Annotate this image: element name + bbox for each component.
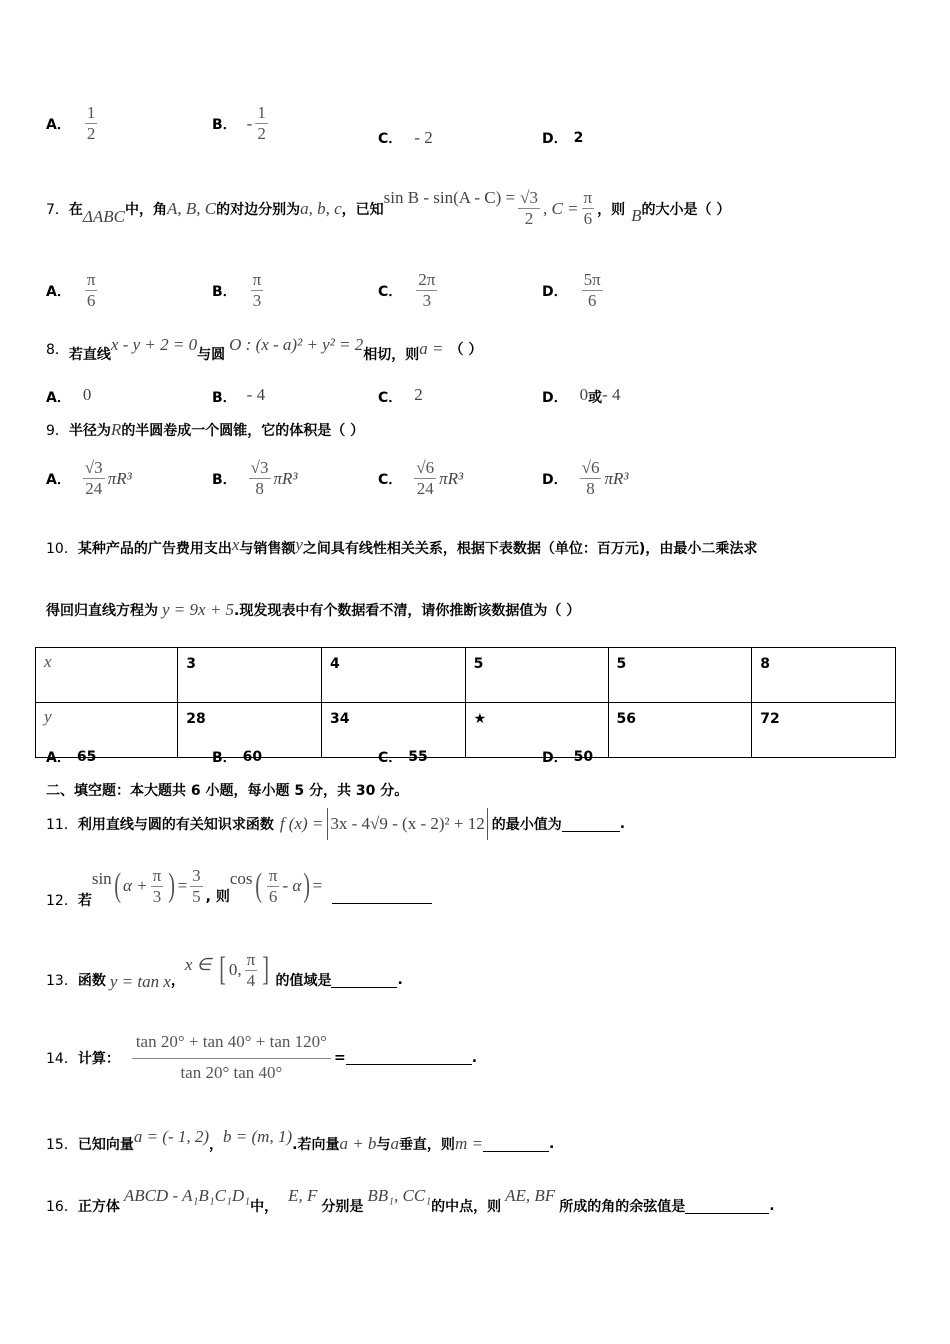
fraction: [85, 270, 98, 311]
q8-option-d[interactable]: [542, 387, 621, 407]
denominator: 24: [416, 479, 434, 498]
fraction: [83, 458, 105, 499]
text: 的值域是: [275, 973, 332, 989]
text: .: [548, 1136, 555, 1152]
answer-blank[interactable]: [483, 1137, 549, 1152]
numerator: √3: [520, 188, 538, 207]
text: 垂直，则: [398, 1137, 455, 1153]
text: 利用直线与圆的有关知识求函数: [77, 817, 274, 833]
numerator: √3: [84, 458, 103, 477]
denominator: 6: [587, 291, 597, 310]
table-cell: 28: [178, 703, 322, 758]
option-label: B．: [212, 116, 237, 133]
numerator: √6: [581, 458, 600, 477]
math: a + b: [339, 1134, 377, 1153]
text: ，: [209, 1137, 224, 1153]
q9-option-b[interactable]: [212, 458, 298, 499]
fraction: [251, 270, 264, 311]
q8-option-b[interactable]: [212, 387, 265, 407]
denominator: 3: [152, 886, 162, 906]
math: 0,: [228, 960, 242, 979]
text: 得回归直线方程为: [46, 603, 158, 619]
option-value: 2: [414, 385, 423, 404]
text: 或: [588, 390, 603, 406]
math: y = 9x + 5: [162, 600, 235, 619]
numerator: π: [86, 270, 96, 289]
text: ，则: [597, 201, 626, 218]
option-label: D．: [542, 131, 568, 147]
math: m =: [454, 1134, 483, 1153]
q7-option-a[interactable]: [46, 270, 100, 311]
math: x - y + 2 = 0: [110, 335, 198, 354]
math: x ∈: [184, 955, 212, 974]
text: .: [769, 1198, 775, 1214]
option-label: C．: [378, 131, 403, 147]
option-label: B．: [212, 750, 237, 766]
q7-option-c[interactable]: [378, 270, 440, 311]
q10-option-b[interactable]: [212, 747, 262, 767]
text: 中，: [250, 1199, 279, 1215]
numerator: 1: [86, 103, 96, 122]
q8-option-c[interactable]: [378, 387, 423, 407]
question-15: [46, 1120, 554, 1154]
numerator: π: [268, 865, 278, 885]
math: E, F: [288, 1186, 318, 1205]
fraction: [245, 950, 258, 991]
option-label: A．: [46, 471, 71, 488]
q6-option-d[interactable]: [542, 128, 583, 148]
question-11: [46, 808, 625, 840]
text: 与: [376, 1137, 391, 1153]
fraction: [582, 188, 595, 229]
numerator: 3: [192, 865, 201, 885]
option-value: - 2: [414, 128, 433, 147]
denominator: 2: [524, 209, 534, 228]
math: y = tan x: [109, 972, 171, 991]
text: 若直线: [68, 347, 111, 363]
option-value: - 4: [602, 385, 621, 404]
text: 已知向量: [77, 1137, 134, 1153]
table-cell: ★: [465, 703, 608, 758]
table-cell: 3: [178, 648, 322, 703]
denominator: tan 20° tan 40°: [180, 1063, 283, 1082]
answer-blank[interactable]: [685, 1199, 769, 1214]
fraction: [580, 458, 602, 499]
numerator: 2π: [418, 270, 436, 289]
math: R: [110, 420, 122, 439]
text: .: [397, 972, 403, 988]
fraction: [249, 458, 271, 499]
math: b = (m, 1): [223, 1127, 293, 1146]
question-10-line-2: [46, 600, 580, 620]
option-label: D．: [542, 390, 568, 406]
numerator: tan 20° + tan 40° + tan 120°: [132, 1032, 331, 1059]
table-cell: x: [36, 648, 178, 703]
text: =: [333, 1049, 346, 1066]
option-label: B．: [212, 471, 237, 488]
math: , C =: [542, 198, 579, 218]
q9-option-a[interactable]: [46, 458, 132, 499]
text: 若: [77, 893, 92, 909]
fraction: [132, 1032, 331, 1083]
numerator: π: [583, 188, 593, 207]
text: 分别是: [321, 1199, 364, 1215]
denominator: 2: [86, 124, 96, 143]
q10-option-c[interactable]: [378, 747, 428, 767]
q6-option-b[interactable]: [212, 103, 271, 144]
text: 计算：: [77, 1050, 120, 1067]
question-number: 8．: [46, 342, 69, 358]
option-label: C．: [378, 750, 403, 766]
math: - α: [282, 876, 302, 895]
math: =: [177, 876, 188, 895]
math-absolute: 3x - 4√9 - (x - 2)² + 12: [327, 808, 487, 840]
denominator: 8: [586, 479, 595, 498]
answer-blank[interactable]: [346, 1050, 472, 1065]
fraction: [582, 270, 603, 311]
text: 与圆: [197, 347, 226, 363]
denominator: 4: [246, 970, 256, 990]
table-row: [36, 703, 896, 758]
math: B: [631, 205, 642, 225]
text: 的半圆卷成一个圆锥，它的体积是（ ）: [121, 423, 365, 439]
question-8: [46, 334, 482, 364]
numerator: √3: [250, 458, 269, 477]
question-number: 9．: [46, 423, 69, 439]
sign: -: [246, 113, 253, 133]
table-cell: 34: [321, 703, 465, 758]
data-table: [35, 647, 896, 758]
math: πR³: [604, 468, 629, 488]
fraction: [85, 103, 98, 144]
question-16: [46, 1176, 775, 1216]
question-9: [46, 420, 364, 440]
text: 之间具有线性相关关系，根据下表数据（单位：百万元)，由最小二乘法求: [302, 541, 758, 557]
numerator: 5π: [583, 270, 601, 289]
option-value: 2: [573, 130, 584, 146]
q7-option-d[interactable]: [542, 270, 606, 311]
text: （ ）: [449, 342, 483, 358]
text: .: [619, 816, 626, 832]
q9-option-c[interactable]: [378, 458, 463, 499]
question-number: 10．: [46, 541, 78, 557]
denominator: 8: [255, 479, 264, 498]
fraction: [190, 866, 203, 907]
q6-option-c[interactable]: [378, 128, 433, 148]
fraction: [255, 103, 268, 144]
fraction: [414, 458, 436, 499]
text: 正方体: [77, 1199, 120, 1215]
option-value: 0: [82, 385, 92, 404]
math: α +: [123, 876, 148, 895]
numerator: π: [246, 949, 256, 969]
text: 半径为: [68, 423, 111, 439]
question-7: [46, 188, 730, 229]
option-label: D．: [542, 283, 568, 300]
paren: (: [113, 867, 121, 904]
option-value: - 4: [246, 385, 266, 404]
option-value: 55: [408, 749, 428, 765]
q10-option-d[interactable]: [542, 747, 593, 767]
question-number: 7．: [46, 201, 69, 218]
denominator: 24: [85, 479, 103, 498]
denominator: 6: [583, 209, 593, 228]
question-14: [46, 1032, 477, 1083]
q6-option-a[interactable]: [46, 103, 100, 144]
text: ，: [170, 973, 185, 989]
math: A, B, C: [167, 198, 217, 218]
denominator: 5: [192, 886, 201, 906]
math: y: [295, 535, 303, 554]
text: 的对边分别为: [216, 201, 301, 218]
option-value: 65: [76, 749, 97, 765]
denominator: 3: [422, 291, 432, 310]
math: πR³: [107, 468, 132, 488]
text: 相切，则: [363, 347, 420, 363]
table-cell: 5: [608, 648, 752, 703]
math: AE, BF: [505, 1186, 556, 1205]
math: sin B - sin(A - C) =: [383, 187, 516, 207]
math: a =: [419, 339, 444, 358]
option-label: A．: [46, 750, 71, 766]
denominator: 2: [257, 124, 266, 143]
math: a, b, c: [300, 198, 342, 218]
text: 的大小是（ ）: [641, 201, 731, 218]
question-number: 14．: [46, 1050, 78, 1067]
numerator: π: [152, 865, 162, 885]
question-13: [46, 948, 403, 992]
math: πR³: [439, 468, 464, 488]
option-label: D．: [542, 750, 568, 766]
question-10-line-1: [46, 535, 758, 558]
table-cell: 4: [321, 648, 465, 703]
table-cell: y: [36, 703, 178, 758]
text: .若向量: [292, 1137, 340, 1153]
math: sin: [91, 869, 112, 888]
option-value: 50: [573, 749, 594, 765]
text: 在: [68, 201, 83, 218]
fraction: [518, 188, 540, 229]
text: , 则: [205, 889, 230, 905]
option-label: B．: [212, 283, 237, 300]
math: f (x) =: [279, 814, 324, 833]
math: ABCD - A₁B₁C₁D₁: [123, 1186, 251, 1205]
table-cell: 5: [465, 648, 608, 703]
text: .: [471, 1049, 478, 1066]
fraction: [416, 270, 437, 311]
paren: ): [303, 867, 311, 904]
option-value: 60: [242, 749, 263, 765]
answer-blank[interactable]: [332, 889, 432, 904]
question-12: [46, 862, 432, 910]
question-number: 11．: [46, 817, 78, 833]
text: 的中点，则: [431, 1199, 502, 1215]
math: O : (x - a)² + y² = 2: [229, 335, 364, 354]
option-value: 0: [579, 385, 589, 404]
denominator: 6: [268, 886, 278, 906]
numerator: 1: [257, 103, 266, 122]
q7-option-b[interactable]: [212, 270, 266, 311]
text: 所成的角的余弦值是: [559, 1199, 686, 1215]
q10-option-a[interactable]: [46, 747, 96, 767]
question-number: 12．: [46, 893, 78, 909]
text: 中，角: [125, 201, 168, 218]
table-cell: 8: [752, 648, 896, 703]
denominator: 6: [86, 291, 96, 310]
option-label: D．: [542, 471, 568, 488]
bracket: [: [219, 951, 227, 988]
q9-option-d[interactable]: [542, 458, 628, 499]
table-row: [36, 648, 896, 703]
option-label: A．: [46, 283, 71, 300]
numerator: π: [252, 270, 262, 289]
answer-blank[interactable]: [562, 817, 620, 832]
option-label: C．: [378, 471, 403, 488]
text: 某种产品的广告费用支出: [77, 541, 232, 557]
paren: (: [254, 867, 262, 904]
answer-blank[interactable]: [331, 973, 397, 988]
text: 函数: [77, 973, 106, 989]
math: πR³: [273, 468, 298, 488]
math: =: [312, 876, 323, 895]
math: a = (- 1, 2): [133, 1127, 210, 1146]
question-number: 15．: [46, 1137, 78, 1153]
q8-option-a[interactable]: [46, 387, 91, 407]
text: ，已知: [341, 201, 384, 218]
fraction: [267, 866, 280, 907]
bracket: ]: [262, 951, 270, 988]
math: a: [390, 1134, 399, 1153]
section-heading: 二、填空题：本大题共 6 小题，每小题 5 分，共 30 分。: [46, 783, 409, 799]
text: 的最小值为: [491, 817, 562, 833]
question-number: 16．: [46, 1199, 78, 1215]
option-label: B．: [212, 390, 237, 406]
math: cos: [229, 869, 253, 888]
text: .现发现表中有个数据看不清，请你推断该数据值为（ ）: [234, 603, 581, 619]
fraction: [151, 866, 164, 907]
math: ΔABC: [82, 206, 126, 226]
numerator: √6: [416, 458, 435, 477]
denominator: 3: [252, 291, 262, 310]
option-label: A．: [46, 390, 71, 406]
option-label: C．: [378, 283, 403, 300]
paren: ): [168, 867, 176, 904]
table-cell: 56: [608, 703, 752, 758]
question-number: 13．: [46, 973, 78, 989]
option-label: C．: [378, 390, 403, 406]
math: x: [231, 535, 240, 554]
text: 与销售额: [239, 541, 296, 557]
table-cell: 72: [752, 703, 896, 758]
math: BB₁, CC₁: [367, 1186, 432, 1205]
option-label: A．: [46, 116, 71, 133]
